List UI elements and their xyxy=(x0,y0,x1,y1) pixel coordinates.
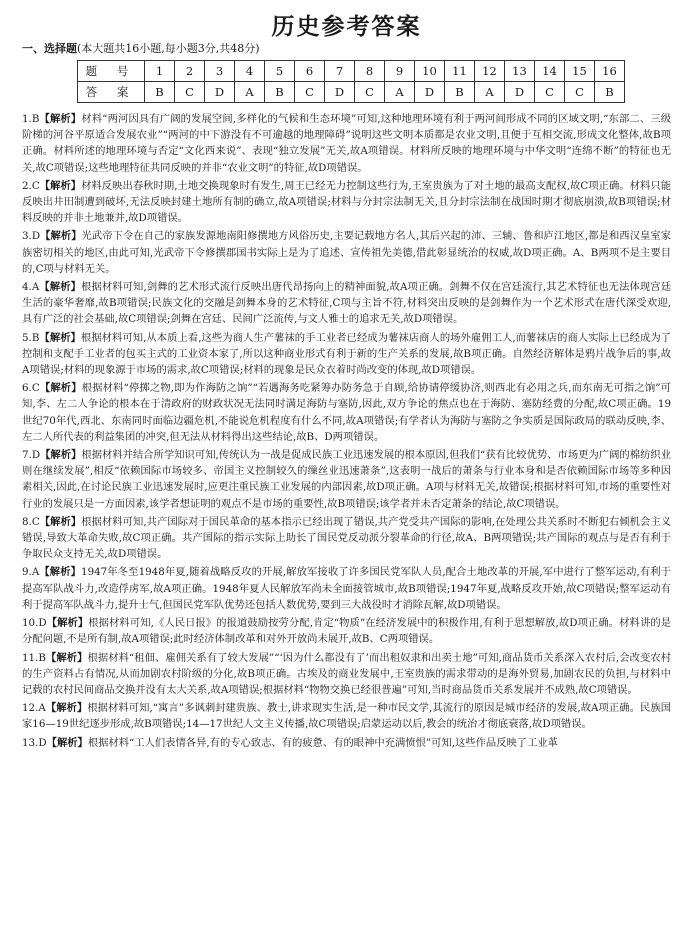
answer-cell: C xyxy=(565,82,595,103)
explanation-item xyxy=(22,111,671,176)
number-row-label: 题 号 xyxy=(78,61,145,82)
answer-cell: D xyxy=(205,82,235,103)
analysis-tag: 【解析】 xyxy=(39,113,82,125)
explanation-item xyxy=(22,447,671,512)
section-heading xyxy=(22,42,671,56)
item-text: 根据材料“停掷之物,即为作海防之饷”“若遇海务吃紧筹办防务急于自顾,给协请停缓协济,则西北有必用之兵,而东南无可指之饷”可知,李、左二人争论的根本在于清政府的财政状况无法同时满足海防与塞防,因此,双方争论的焦点也在于海防、塞防经费的分配,故C项正确。19世纪70年代,西北、东南同时面临边疆危机,不能说危机程度有什么不同,故A项错误;有学者认为海防与塞防之争实质是国际政局的联动反映,李、左二人所代表的利益集团的冲突,但无法从材料得出这些结论,故B、D两项错误。 xyxy=(22,382,672,443)
item-text: 根据材料可知,从本质上看,这些为商人生产薯袜的手工业者已经成为薯袜店商人的场外雇佣工人,而薯袜店的商人实际上已经成为了控制和支配手工业者的包买主式的工业资本家了,所以这种商业形式有利于新的生产关系的发展,故B项正确。自然经济解体是鸦片战争后的事,故A项错误;材料的现象源于市场的需求,故C项错误;材料的现象是民众衣着时尚改变的体现,故D项错误。 xyxy=(22,331,672,377)
page-title: 历史参考答案 xyxy=(271,14,422,40)
item-text: 根据材料“工人们表情各异,有的专心致志、有的疲惫、有的眼神中充满愤恨”可知,这些作品反映了工业革 xyxy=(87,736,558,749)
item-number: 3. xyxy=(22,230,32,243)
item-text: 根据材料并结合所学知识可知,传统认为一战是促成民族工业迅速发展的根本原因,但我们“获有比较优势、市场更为广阔的棉纺织业则在继续发展”,相反“依赖国际市场较多、帝国主义控制较久的缫丝业迅速萧条”,这表明一战后的萧条与行业本身和是否依赖国际市场等多种因素相关,因此,在讨论民族工业迅速发展时,应更注重民族工业发展的内部因素,故D项正确。A项与材料无关,故错误;根据材料可知,市场的重要性对行业的发展只是一方面因素,该学者想证明的观点不是市场的重要性,故B项错误;该学者并未否定萧条的结论,故C项错误。 xyxy=(22,449,672,510)
item-number: 9. xyxy=(22,566,32,579)
answer-cell: C xyxy=(535,82,565,103)
answer-cell: B xyxy=(445,82,475,103)
item-answer: D xyxy=(38,617,47,630)
item-number: 6. xyxy=(22,382,32,395)
item-text: 根据材料可知,“寓言”多讽刺封建贵族、教士,讲求现实生活,是一种市民文学,其流行的原因是城市经济的发展,故A项正确。民族国家16—19世纪逐步形成,故B项错误;14—17世纪人文主义传播,故C项错误;启蒙运动以后,教会的统治才彻底衰落,故D项错误。 xyxy=(22,702,672,731)
analysis-tag: 【解析】 xyxy=(39,515,82,528)
explanation-item xyxy=(22,178,671,227)
answer-table-number-row xyxy=(78,61,625,82)
question-number-cell: 8 xyxy=(355,61,385,82)
question-number-cell: 12 xyxy=(475,61,505,82)
item-answer: D xyxy=(31,449,41,462)
item-text: 1947年冬至1948年夏,随着战略反攻的开展,解放军接收了许多国民党军队人员,配合土地改革的开展,军中进行了整军运动,有利于提高军队战斗力,改造俘虏军,故A项正确。1948年夏人民解放军尚未全面接管城市,故B项错误;1947年夏,战略反攻开始,故C项错误;整军运动有利于提高军队战斗力,提升士气,但国民党军队优势还包括人数优势,要到三大战役时才消除瓦解,故D项错误。 xyxy=(22,566,672,611)
item-answer: C xyxy=(31,515,40,528)
answer-cell: A xyxy=(475,82,505,103)
item-text: 材料“两河因具有广阔的发展空间,多样化的气候和生态环境”可知,这种地理环境有利于两河间形成不同的区域文明,“东部二、三级阶梯的河谷平原适合发展农业”“两河的中下游没有不可逾越的地理障碍”说明这些文明本质都是农业文明,且便于互相交流,形成文化整体,故B项正确。材料所述的地理环境与否定“文化西来说”、表现“独立发展”无关,故A项错误。材料所反映的地理环境与中华文明“连绵不断”的特征也无关,故C项错误;这些地理特征共同反映的并非“农业文明”的特征,故D项错误。 xyxy=(22,113,672,174)
item-text: 根据材料可知,《人民日报》的报道鼓励按劳分配,肯定“物质”在经济发展中的积极作用,有利于思想解放,故D项正确。材料讲的是分配问题,不是所有制,故A项错误;此时经济体制改革和对外开放尚未展开,故B、C两项错误。 xyxy=(22,617,672,646)
question-number-cell: 15 xyxy=(565,61,595,82)
answer-cell: C xyxy=(295,82,325,103)
answer-cell: B xyxy=(595,82,625,103)
item-answer: B xyxy=(31,331,40,344)
item-text: 根据材料可知,共产国际对于国民革命的基本指示已经出现了错误,共产党受共产国际的影响,在处理公共关系时不断犯右倾机会主义错误,导致大革命失败,故C项正确。共产国际的指示实际上助长了国民党反动派分裂革命的行径,故A、B两项错误;共产国际的观点与是否有利于争取民众支持无关,故D项错误。 xyxy=(22,515,671,561)
answer-table-answer-row xyxy=(78,82,625,103)
item-number: 1. xyxy=(22,113,32,125)
analysis-tag: 【解析】 xyxy=(39,566,82,579)
answer-cell: A xyxy=(385,82,415,103)
explanation-item xyxy=(22,514,671,563)
item-number: 5. xyxy=(22,331,32,344)
analysis-tag: 【解析】 xyxy=(39,331,81,344)
answer-cell: D xyxy=(325,82,355,103)
item-number: 8. xyxy=(22,515,32,528)
question-number-cell: 9 xyxy=(385,61,415,82)
item-answer: B xyxy=(31,113,40,125)
analysis-tag: 【解析】 xyxy=(39,179,82,192)
item-number: 11. xyxy=(22,651,39,664)
explanation-item xyxy=(22,564,671,613)
item-number: 7. xyxy=(22,449,32,462)
answer-cell: B xyxy=(145,82,175,103)
explanation-item xyxy=(22,700,671,732)
question-number-cell: 2 xyxy=(175,61,205,82)
analysis-tag: 【解析】 xyxy=(40,230,82,243)
answer-page xyxy=(0,8,693,942)
item-answer: C xyxy=(31,382,40,395)
explanation-item xyxy=(22,735,671,751)
item-number: 4. xyxy=(22,281,32,294)
item-number: 10. xyxy=(22,617,39,630)
analysis-tag: 【解析】 xyxy=(39,281,82,294)
question-number-cell: 16 xyxy=(595,61,625,82)
item-number: 13. xyxy=(22,736,39,749)
answer-table xyxy=(77,60,625,103)
item-answer: A xyxy=(31,281,40,294)
question-number-cell: 6 xyxy=(295,61,325,82)
question-number-cell: 14 xyxy=(535,61,565,82)
item-answer: B xyxy=(38,651,46,664)
item-text: 材料反映出春秋时期,土地交换现象时有发生,周王已经无力控制这些行为,王室贵族为了对土地的最高支配权,故C项正确。材料只能反映出井田制遭到破坏,无法反映封建土地所有制的确立,故A项错误;材料与分封宗法制无关,且分封宗法制在战国时期才彻底崩溃,故B项错误;材料反映的并非土地兼并,故D项错误。 xyxy=(22,179,671,225)
item-text: 根据材料“租佃、雇佣关系有了较大发展”“‘因为什么都没有了’而出租奴隶和出卖土地”可知,商品货币关系深入农村后,会改变农村的生产资料占有情况,从而加剧农村阶级的分化,故B项正确。古埃及的商业发展中,王室贵族的需求带动的是海外贸易,加剧农民的负担,与材料中记载的农村民间商品交换并没有太大关系,故A项错误;根据材料“物物交换已经很普遍”可知,当时商品货币关系发展并不成熟,故C项错误。 xyxy=(22,651,672,696)
explanation-item xyxy=(22,228,671,277)
explanation-item xyxy=(22,279,671,328)
item-answer: C xyxy=(31,179,40,192)
item-answer: D xyxy=(38,736,47,749)
explanation-item xyxy=(22,615,671,647)
question-number-cell: 4 xyxy=(235,61,265,82)
item-answer: A xyxy=(38,702,46,715)
item-number: 2. xyxy=(22,179,32,192)
explanation-item xyxy=(22,380,671,445)
question-number-cell: 3 xyxy=(205,61,235,82)
item-text: 根据材料可知,剑舞的艺术形式流行反映出唐代昂扬向上的精神面貌,故A项正确。剑舞不仅在宫廷流行,其艺术特征也无法体现宫廷生活的豪华奢靡,故B项错误;民族文化的交融是剑舞本身的艺术特征,C项与主旨不符,材料突出反映的是剑舞作为一个艺术形式在唐代深受欢迎,具有广泛的社会基础,故C项错误;剑舞在宫廷、民间广泛流传,与文人雅士的追求无关,故D项错误。 xyxy=(22,281,671,326)
item-answer: D xyxy=(31,230,41,243)
analysis-tag: 【解析】 xyxy=(45,651,88,664)
explanation-item xyxy=(22,330,671,379)
answer-row-label: 答 案 xyxy=(78,82,145,103)
answer-cell: B xyxy=(265,82,295,103)
explanation-list xyxy=(22,111,671,751)
question-number-cell: 10 xyxy=(415,61,445,82)
section-heading-label: 一、选择题 xyxy=(22,42,77,55)
question-number-cell: 5 xyxy=(265,61,295,82)
explanation-item xyxy=(22,650,671,699)
question-number-cell: 7 xyxy=(325,61,355,82)
item-answer: A xyxy=(31,566,40,579)
item-text: 光武帝下令在自己的家族发源地南阳修撰地方风俗历史,主要记载地方名人,其后兴起的沛、三辅、鲁和庐江地区,都是和西汉皇室家族密切相关的地区,由此可知,光武帝下令修撰郡国书实际上是为了追述、宣传祖先美德,借此彰显统治的权威,故D项正确。A、B两项不是主要目的,C项与材料无关。 xyxy=(22,230,671,275)
analysis-tag: 【解析】 xyxy=(46,617,89,630)
analysis-tag: 【解析】 xyxy=(45,702,88,715)
analysis-tag: 【解析】 xyxy=(46,736,88,749)
section-heading-note: (本大题共16小题,每小题3分,共48分) xyxy=(77,42,260,55)
answer-cell: A xyxy=(235,82,265,103)
answer-cell: D xyxy=(415,82,445,103)
analysis-tag: 【解析】 xyxy=(40,449,82,462)
analysis-tag: 【解析】 xyxy=(39,382,82,395)
answer-cell: D xyxy=(505,82,535,103)
question-number-cell: 11 xyxy=(445,61,475,82)
item-number: 12. xyxy=(22,702,39,715)
question-number-cell: 13 xyxy=(505,61,535,82)
question-number-cell: 1 xyxy=(145,61,175,82)
answer-cell: C xyxy=(355,82,385,103)
answer-cell: C xyxy=(175,82,205,103)
